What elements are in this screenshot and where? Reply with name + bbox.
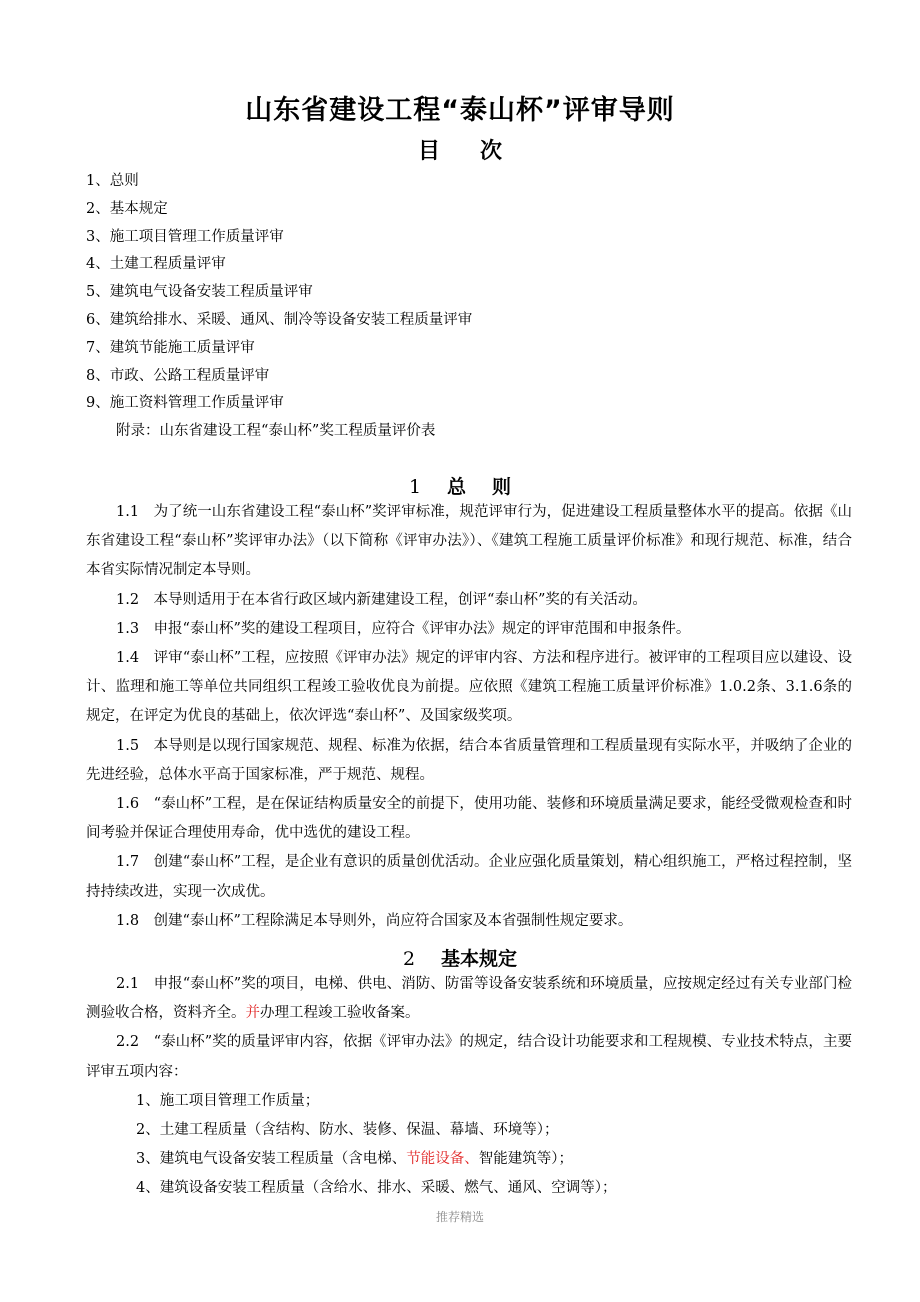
paragraph-2-2: 2.2 “泰山杯”奖的质量评审内容，依据《评审办法》的规定，结合设计功能要求和工程规模、专业技术特点，主要评审五项内容： [86,1034,852,1080]
section-2-number: 2 [402,948,416,970]
section-2-title: 基本规定 [441,948,518,970]
paragraph: 1.6 “泰山杯”工程，是在保证结构质量安全的前提下，使用功能、装修和环境质量满足要求，能经受微观检查和时间考验并保证合理使用寿命，优中选优的建设工程。 [86,796,852,842]
section-2-body [86,970,852,1204]
paragraph: 1.5 本导则是以现行国家规范、规程、标准为依据，结合本省质量管理和工程质量现有实际水平，并吸纳了企业的先进经验，总体水平高于国家标准，严于规范、规程。 [86,737,852,783]
paragraph-2-1-text: 2.1 申报“泰山杯”奖的项目，电梯、供电、消防、防雷等设备安装系统和环境质量，应按规定经过有关专业部门检测验收合格，资料齐全。 [86,976,852,1022]
toc-item: 1、总则 [86,173,139,189]
toc-heading-part1: 目 [417,139,440,164]
section-1-title-a: 总 [447,476,467,498]
section-1-heading [0,472,920,499]
paragraph-2-1 [86,970,852,1028]
paragraph: 1.1 为了统一山东省建设工程“泰山杯”奖评审标准，规范评审行为，促进建设工程质量整体水平的提高。依据《山东省建设工程“泰山杯”奖评审办法》（以下简称《评审办法》）、《建筑工程施工质量评价标准》和现行规范、标准，结合本省实际情况制定本导则。 [86,504,852,579]
list-item [86,1145,852,1174]
toc-heading-part2: 次 [480,139,503,164]
paragraph: 1.7 创建“泰山杯”工程，是企业有意识的质量创优活动。企业应强化质量策划，精心组织施工，严格过程控制，坚持持续改进，实现一次成优。 [86,854,852,900]
toc-item: 4、土建工程质量评审 [86,256,226,273]
toc-item: 5、建筑电气设备安装工程质量评审 [86,284,313,301]
paragraph-2-1-text-end: 办理工程竣工验收备案。 [260,1005,420,1022]
toc-heading [0,134,920,165]
paragraph: 1.3 申报“泰山杯”奖的建设工程项目，应符合《评审办法》规定的评审范围和申报条件。 [116,620,691,637]
section-1-number: 1 [408,476,422,498]
highlight-text: 并 [245,1005,260,1022]
list-item-text-end: 智能建筑等）； [478,1151,573,1168]
list-item: 4、建筑设备安装工程质量（含给水、排水、采暖、燃气、通风、空调等）； [136,1180,617,1197]
toc-item: 8、市政、公路工程质量评审 [86,367,270,384]
section-1-title-b: 则 [492,476,512,498]
paragraph: 1.4 评审“泰山杯”工程，应按照《评审办法》规定的评审内容、方法和程序进行。被评审的工程项目应以建设、设计、监理和施工等单位共同组织工程竣工验收优良为前提。应依照《建筑工程施工质量评价标准》1.0.2条、3.1.6条的规定，在评定为优良的基础上，依次评选“泰山杯”、及国家级奖项。 [86,650,852,725]
toc-item: 3、施工项目管理工作质量评审 [86,228,284,245]
document-title: 山东省建设工程“泰山杯”评审导则 [245,95,675,126]
highlight-text: 节能设备、 [406,1151,479,1168]
section-2-heading [0,944,920,971]
toc-item: 9、施工资料管理工作质量评审 [86,395,284,412]
section-1-body [86,498,852,936]
toc-item: 2、基本规定 [86,200,168,217]
paragraph: 1.2 本导则适用于在本省行政区域内新建建设工程，创评“泰山杯”奖的有关活动。 [116,591,647,608]
list-item: 1、施工项目管理工作质量； [136,1092,320,1109]
list-item-text: 3、建筑电气设备安装工程质量（含电梯、 [136,1151,407,1168]
page-footer: 推荐精选 [435,1210,484,1224]
toc-item: 7、建筑节能施工质量评审 [86,339,255,356]
toc-item: 6、建筑给排水、采暖、通风、制冷等设备安装工程质量评审 [86,311,473,328]
paragraph: 1.8 创建“泰山杯”工程除满足本导则外，尚应符合国家及本省强制性规定要求。 [116,912,633,929]
table-of-contents [86,168,846,446]
toc-appendix: 附录：山东省建设工程“泰山杯”奖工程质量评价表 [116,423,436,440]
list-item: 2、土建工程质量（含结构、防水、装修、保温、幕墙、环境等）； [136,1122,559,1139]
